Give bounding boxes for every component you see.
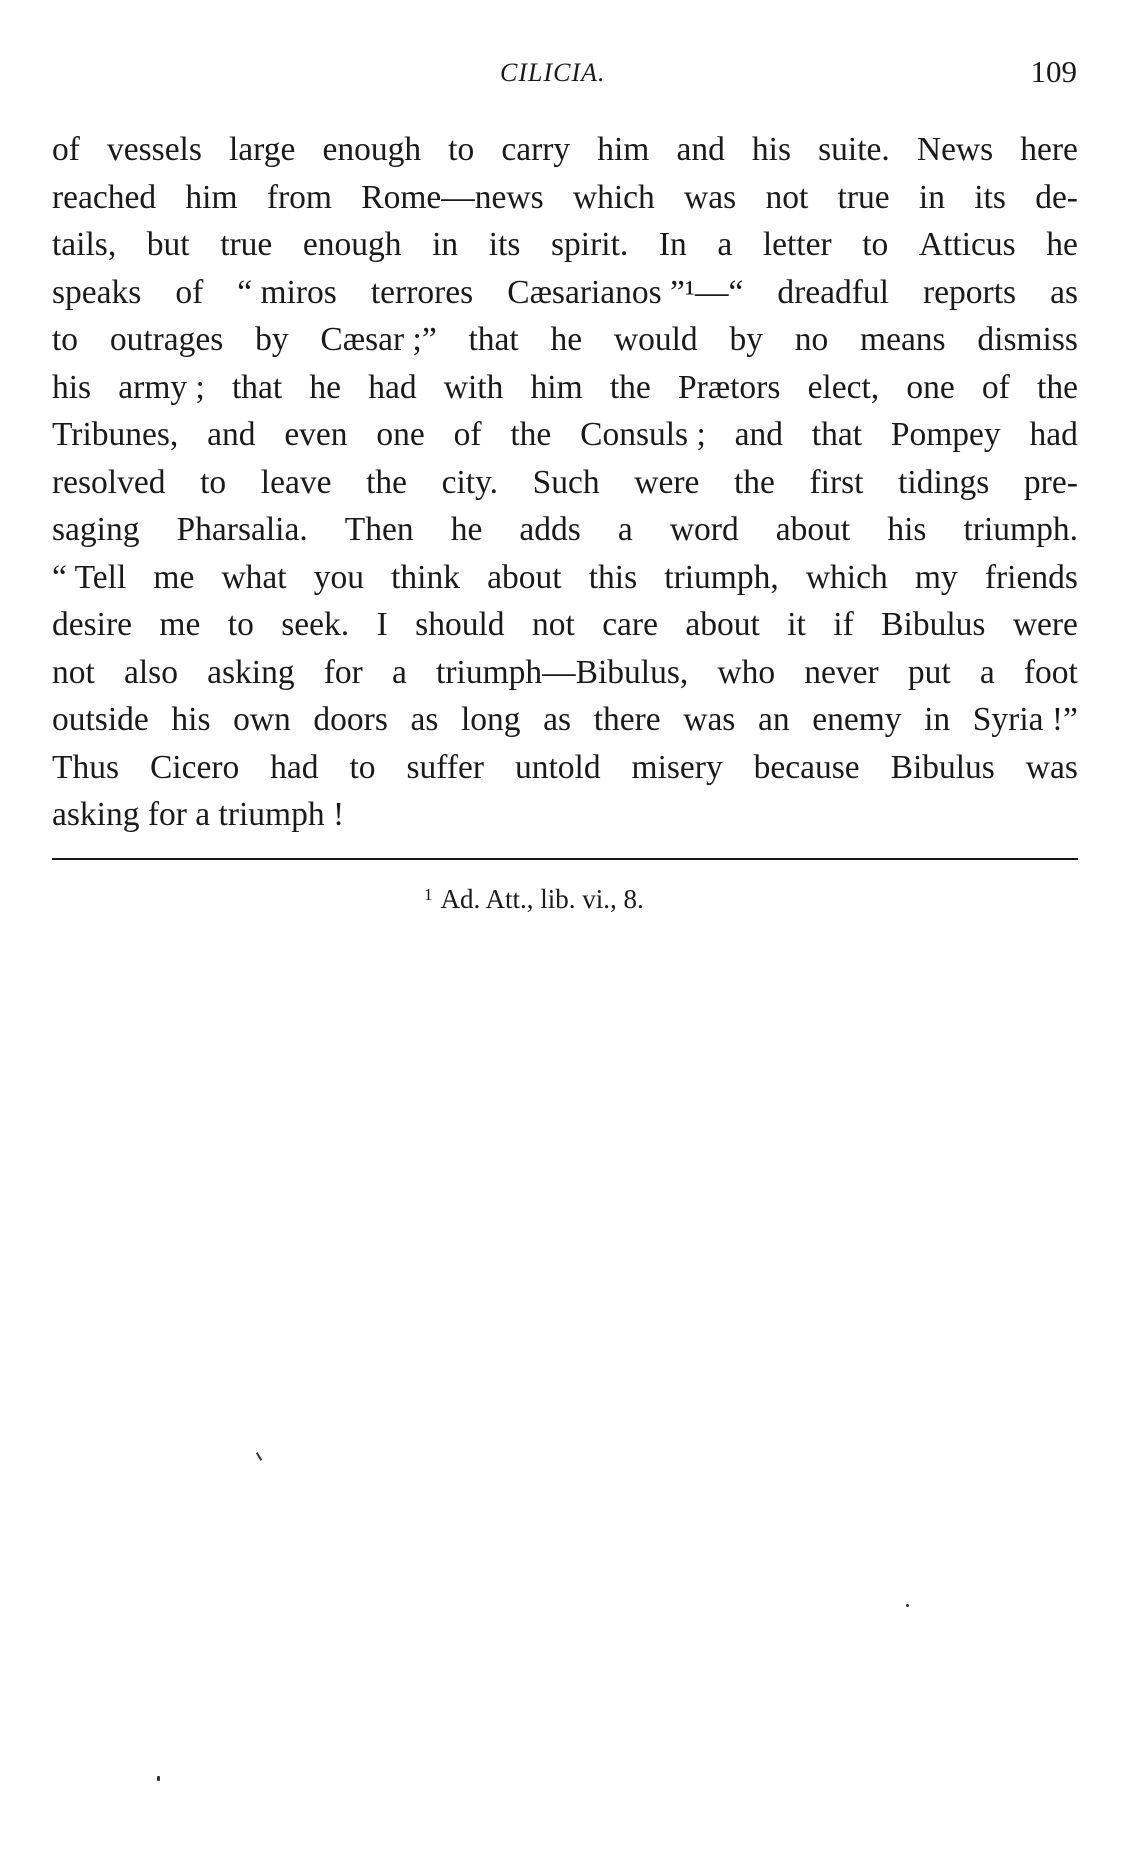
text-line [52, 126, 1078, 174]
word: a [717, 226, 733, 263]
word: by [255, 321, 289, 358]
word: its [974, 178, 1006, 216]
word: pre- [1023, 463, 1078, 501]
word: with [443, 368, 504, 406]
word: Prætors [677, 368, 781, 406]
word: in [432, 226, 459, 263]
word: not [52, 653, 95, 691]
word: not [765, 178, 809, 216]
word: city. [441, 463, 499, 501]
word: a [979, 653, 995, 691]
word: army ; [118, 368, 205, 406]
word: as [410, 701, 439, 738]
word: Rome—news [361, 178, 544, 216]
text-line [52, 791, 1078, 839]
word: dreadful [777, 273, 889, 311]
footnote-text: Ad. Att., lib. vi., 8. [440, 884, 644, 914]
word: of [175, 273, 204, 311]
word: his [887, 511, 927, 548]
word: here [1020, 131, 1078, 168]
word: elect, [807, 368, 880, 406]
word: also [123, 653, 178, 691]
word: triumph, [664, 558, 779, 596]
word: Cæsarianos ”¹—“ [507, 273, 744, 311]
word: misery [631, 748, 723, 786]
word: he [1046, 226, 1078, 263]
word: Atticus [918, 226, 1016, 263]
word: in [918, 178, 945, 216]
text-line [52, 411, 1078, 459]
word: Cicero [149, 748, 240, 786]
word: for [323, 653, 363, 691]
word: not [531, 606, 575, 643]
word: foot [1023, 653, 1078, 691]
word: the [1037, 368, 1078, 406]
page-number: 109 [1030, 54, 1077, 89]
word: he [550, 321, 583, 358]
text-line [52, 364, 1078, 412]
word: and [207, 416, 256, 453]
word: asking [52, 796, 140, 833]
body-text [52, 126, 1078, 839]
footnote [424, 884, 644, 915]
word: his [52, 368, 92, 406]
word: the [510, 416, 552, 453]
word: to [448, 131, 475, 168]
word-space [139, 791, 147, 839]
word: suite. [818, 131, 890, 168]
word: seek. [281, 606, 350, 643]
word: the [366, 463, 407, 501]
word: dismiss [977, 321, 1078, 358]
word: had [368, 368, 417, 406]
word: him [530, 368, 583, 406]
word: large [229, 131, 296, 168]
word: News [916, 131, 994, 168]
word: Pompey [890, 416, 1001, 453]
word: first [809, 463, 864, 501]
word: that [468, 321, 519, 358]
text-line [52, 221, 1078, 269]
word: because [753, 748, 860, 786]
word-space [210, 791, 218, 839]
word: were [1012, 606, 1078, 643]
word: reports [923, 273, 1017, 311]
word: outrages [109, 321, 224, 358]
word: that [232, 368, 283, 406]
word: Cæsar ;” [320, 321, 437, 358]
word: was [683, 701, 736, 738]
word: suffer [406, 748, 485, 786]
word: Thus [52, 748, 119, 786]
word: you [313, 558, 364, 596]
word: word [669, 511, 739, 548]
word: had [1029, 416, 1078, 453]
word: “ Tell [52, 558, 127, 596]
scan-speck [256, 1452, 262, 1461]
word: he [450, 511, 483, 548]
word: I [376, 606, 388, 643]
text-line [52, 174, 1078, 222]
word: of [981, 368, 1010, 406]
word: leave [260, 463, 332, 501]
word: in [924, 701, 951, 738]
word: him [185, 178, 238, 216]
word: carry [501, 131, 571, 168]
word: triumph ! [218, 796, 345, 833]
word: had [270, 748, 319, 786]
word: Tribunes, [52, 416, 179, 453]
word: asking [207, 653, 295, 691]
word: would [613, 321, 698, 358]
word: never [804, 653, 879, 691]
word: Such [532, 463, 600, 501]
word: should [415, 606, 505, 643]
word: this [588, 558, 638, 596]
word: which [805, 558, 888, 596]
running-head [0, 52, 1133, 92]
text-line [52, 744, 1078, 792]
word: Pharsalia. [176, 511, 308, 548]
word: to [200, 463, 227, 501]
word: speaks [52, 273, 142, 311]
word: him [597, 131, 650, 168]
text-line [52, 506, 1078, 554]
text-line [52, 269, 1078, 317]
word: means [860, 321, 946, 358]
word: true [220, 226, 273, 263]
word-space [187, 791, 195, 839]
word: friends [984, 558, 1078, 596]
word: one [376, 416, 425, 453]
word: my [914, 558, 958, 596]
word: the [609, 368, 651, 406]
word: de- [1035, 178, 1078, 216]
word: enemy [812, 701, 902, 738]
word: saging [52, 511, 140, 548]
word: care [602, 606, 658, 643]
text-line [52, 554, 1078, 602]
text-line [52, 649, 1078, 697]
word: for [147, 796, 187, 833]
word: triumph. [963, 511, 1078, 548]
word: long [461, 701, 521, 738]
word: as [543, 701, 572, 738]
word: terrores [370, 273, 474, 311]
word: desire [52, 606, 132, 643]
word: tails, [52, 226, 117, 263]
word: an [757, 701, 790, 738]
word: its [488, 226, 521, 263]
word: tidings [898, 463, 990, 501]
footnote-rule [52, 858, 1078, 860]
word: by [729, 321, 763, 358]
word: of [453, 416, 482, 453]
word: he [309, 368, 342, 406]
word: reached [52, 178, 157, 216]
word: triumph—Bibulus, [436, 653, 689, 691]
word: but [146, 226, 190, 263]
word: his [171, 701, 211, 738]
word: about [487, 558, 562, 596]
word: of [52, 131, 80, 168]
word: about [685, 606, 760, 643]
word: think [391, 558, 460, 596]
word: adds [519, 511, 581, 548]
word: resolved [52, 463, 166, 501]
footnote-marker: 1 [424, 885, 433, 904]
word: letter [762, 226, 832, 263]
word: In [658, 226, 687, 263]
word: doors [313, 701, 388, 738]
word: what [221, 558, 287, 596]
word: to [349, 748, 376, 786]
word: untold [514, 748, 601, 786]
word: outside [52, 701, 149, 738]
word: no [794, 321, 829, 358]
word: his [751, 131, 792, 168]
scan-speck [906, 1604, 909, 1607]
running-title: CILICIA. [500, 58, 606, 87]
word: to [52, 321, 79, 358]
word: me [159, 606, 201, 643]
word: “ miros [237, 273, 337, 311]
word: which [572, 178, 655, 216]
word: a [617, 511, 633, 548]
word: a [195, 796, 211, 833]
word: to [227, 606, 254, 643]
word: Syria !” [972, 701, 1078, 738]
word: enough [322, 131, 422, 168]
text-line [52, 601, 1078, 649]
word: Bibulus [890, 748, 995, 786]
word: if [833, 606, 854, 643]
text-line [52, 316, 1078, 364]
word: true [837, 178, 890, 216]
word: was [1025, 748, 1078, 786]
text-line [52, 696, 1078, 744]
word: own [233, 701, 291, 738]
scan-speck [157, 1776, 160, 1781]
word: Then [344, 511, 414, 548]
word: Bibulus [881, 606, 986, 643]
word: spirit. [551, 226, 629, 263]
word: vessels [107, 131, 202, 168]
word: enough [302, 226, 402, 263]
word: a [392, 653, 407, 691]
word: the [733, 463, 775, 501]
word: even [284, 416, 348, 453]
word: it [787, 606, 806, 643]
word: were [634, 463, 700, 501]
word: about [775, 511, 851, 548]
word: that [811, 416, 863, 453]
word: and [676, 131, 725, 168]
word: who [717, 653, 776, 691]
word: was [684, 178, 737, 216]
text-line [52, 459, 1078, 507]
word: there [593, 701, 661, 738]
word: from [266, 178, 332, 216]
word: to [862, 226, 889, 263]
word: put [907, 653, 951, 691]
word: me [153, 558, 195, 596]
word: one [906, 368, 955, 406]
word: Consuls ; [580, 416, 706, 453]
word: and [734, 416, 783, 453]
word: as [1050, 273, 1078, 311]
